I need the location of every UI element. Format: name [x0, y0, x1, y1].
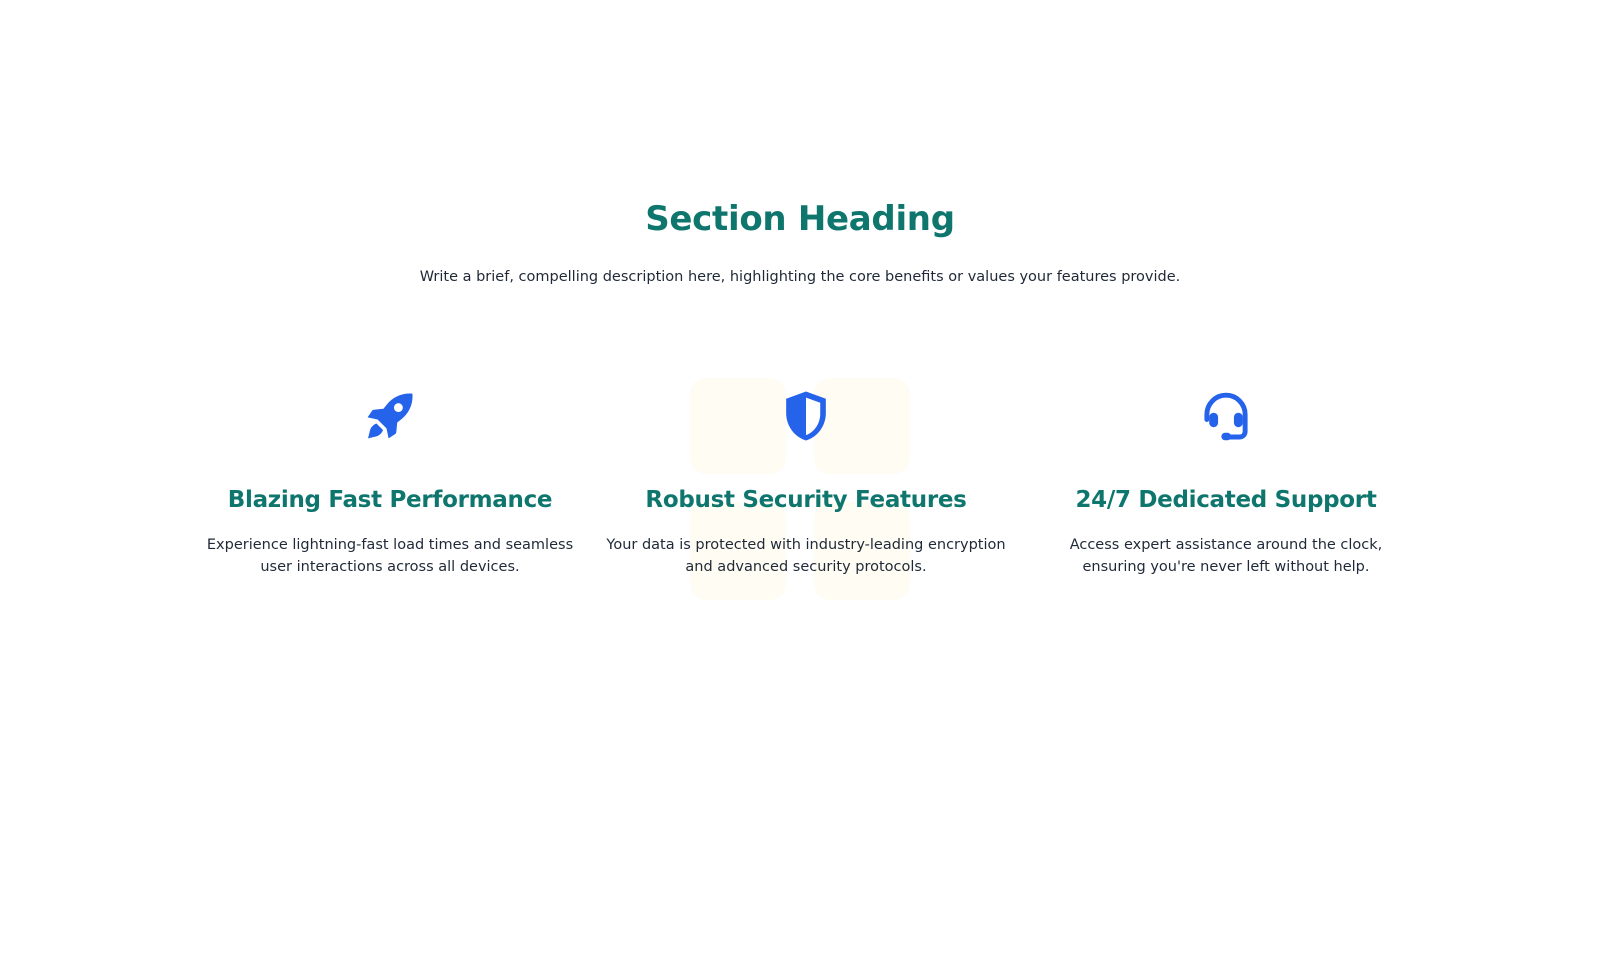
feature-description: Access expert assistance around the clock, ensuring you're never left without help. — [1069, 537, 1383, 575]
feature-title: Blazing Fast Performance — [227, 487, 553, 513]
feature-title: Robust Security Features — [645, 487, 967, 513]
feature-card-support — [1040, 388, 1412, 575]
feature-title: 24/7 Dedicated Support — [1075, 487, 1377, 513]
rocket-icon — [362, 388, 418, 444]
feature-card-performance — [195, 388, 585, 575]
feature-description: Experience lightning-fast load times and seamless user interactions across all devices. — [206, 537, 574, 575]
feature-description: Your data is protected with industry-leading encryption and advanced security protocols. — [606, 537, 1006, 575]
feature-card-security — [600, 388, 1012, 575]
section-description: Write a brief, compelling description here, highlighting the core benefits or values your features provide. — [419, 269, 1181, 285]
section-heading: Section Heading — [645, 199, 955, 239]
shield-icon — [778, 388, 834, 444]
headset-icon — [1198, 388, 1254, 444]
